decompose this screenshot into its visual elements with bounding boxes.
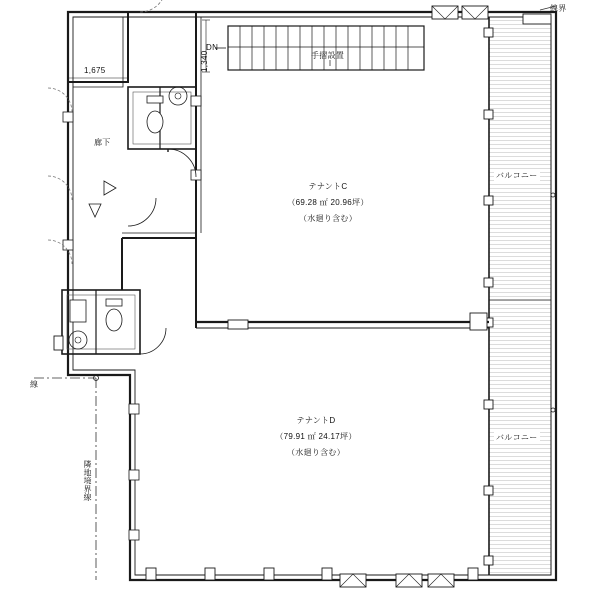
site-boundary-lines bbox=[34, 6, 556, 580]
tenant-d-note: （水廻り含む） bbox=[286, 448, 346, 457]
tenant-c-name: テナントC bbox=[308, 182, 348, 191]
stair-run bbox=[215, 26, 424, 70]
window-openings bbox=[63, 6, 551, 587]
stair-direction-label: DN bbox=[206, 43, 219, 52]
outer-walls bbox=[68, 12, 556, 580]
dimension-1675-label: 1,675 bbox=[84, 66, 106, 75]
balcony-lower-label: バルコニー bbox=[496, 433, 538, 442]
boundary-line-left-label: 線 bbox=[30, 380, 39, 389]
tenant-d-area: （79.91 ㎡ 24.17坪） bbox=[275, 432, 357, 441]
tenant-c-note: （水廻り含む） bbox=[298, 214, 358, 223]
balcony-upper-label: バルコニー bbox=[496, 171, 538, 180]
site-boundary-vertical-label: 隣地境界線 bbox=[83, 460, 92, 502]
handrail-note-label: 手摺設置 bbox=[311, 51, 345, 60]
tenant-c-area: （69.28 ㎡ 20.96坪） bbox=[287, 198, 369, 207]
tenant-d-name: テナントD bbox=[296, 416, 336, 425]
dimension-1340-label: 1,340 bbox=[200, 50, 209, 72]
balcony-area bbox=[484, 17, 555, 575]
boundary-line-right-label: 線界 bbox=[550, 4, 567, 13]
corridor-label: 廊下 bbox=[94, 138, 111, 147]
